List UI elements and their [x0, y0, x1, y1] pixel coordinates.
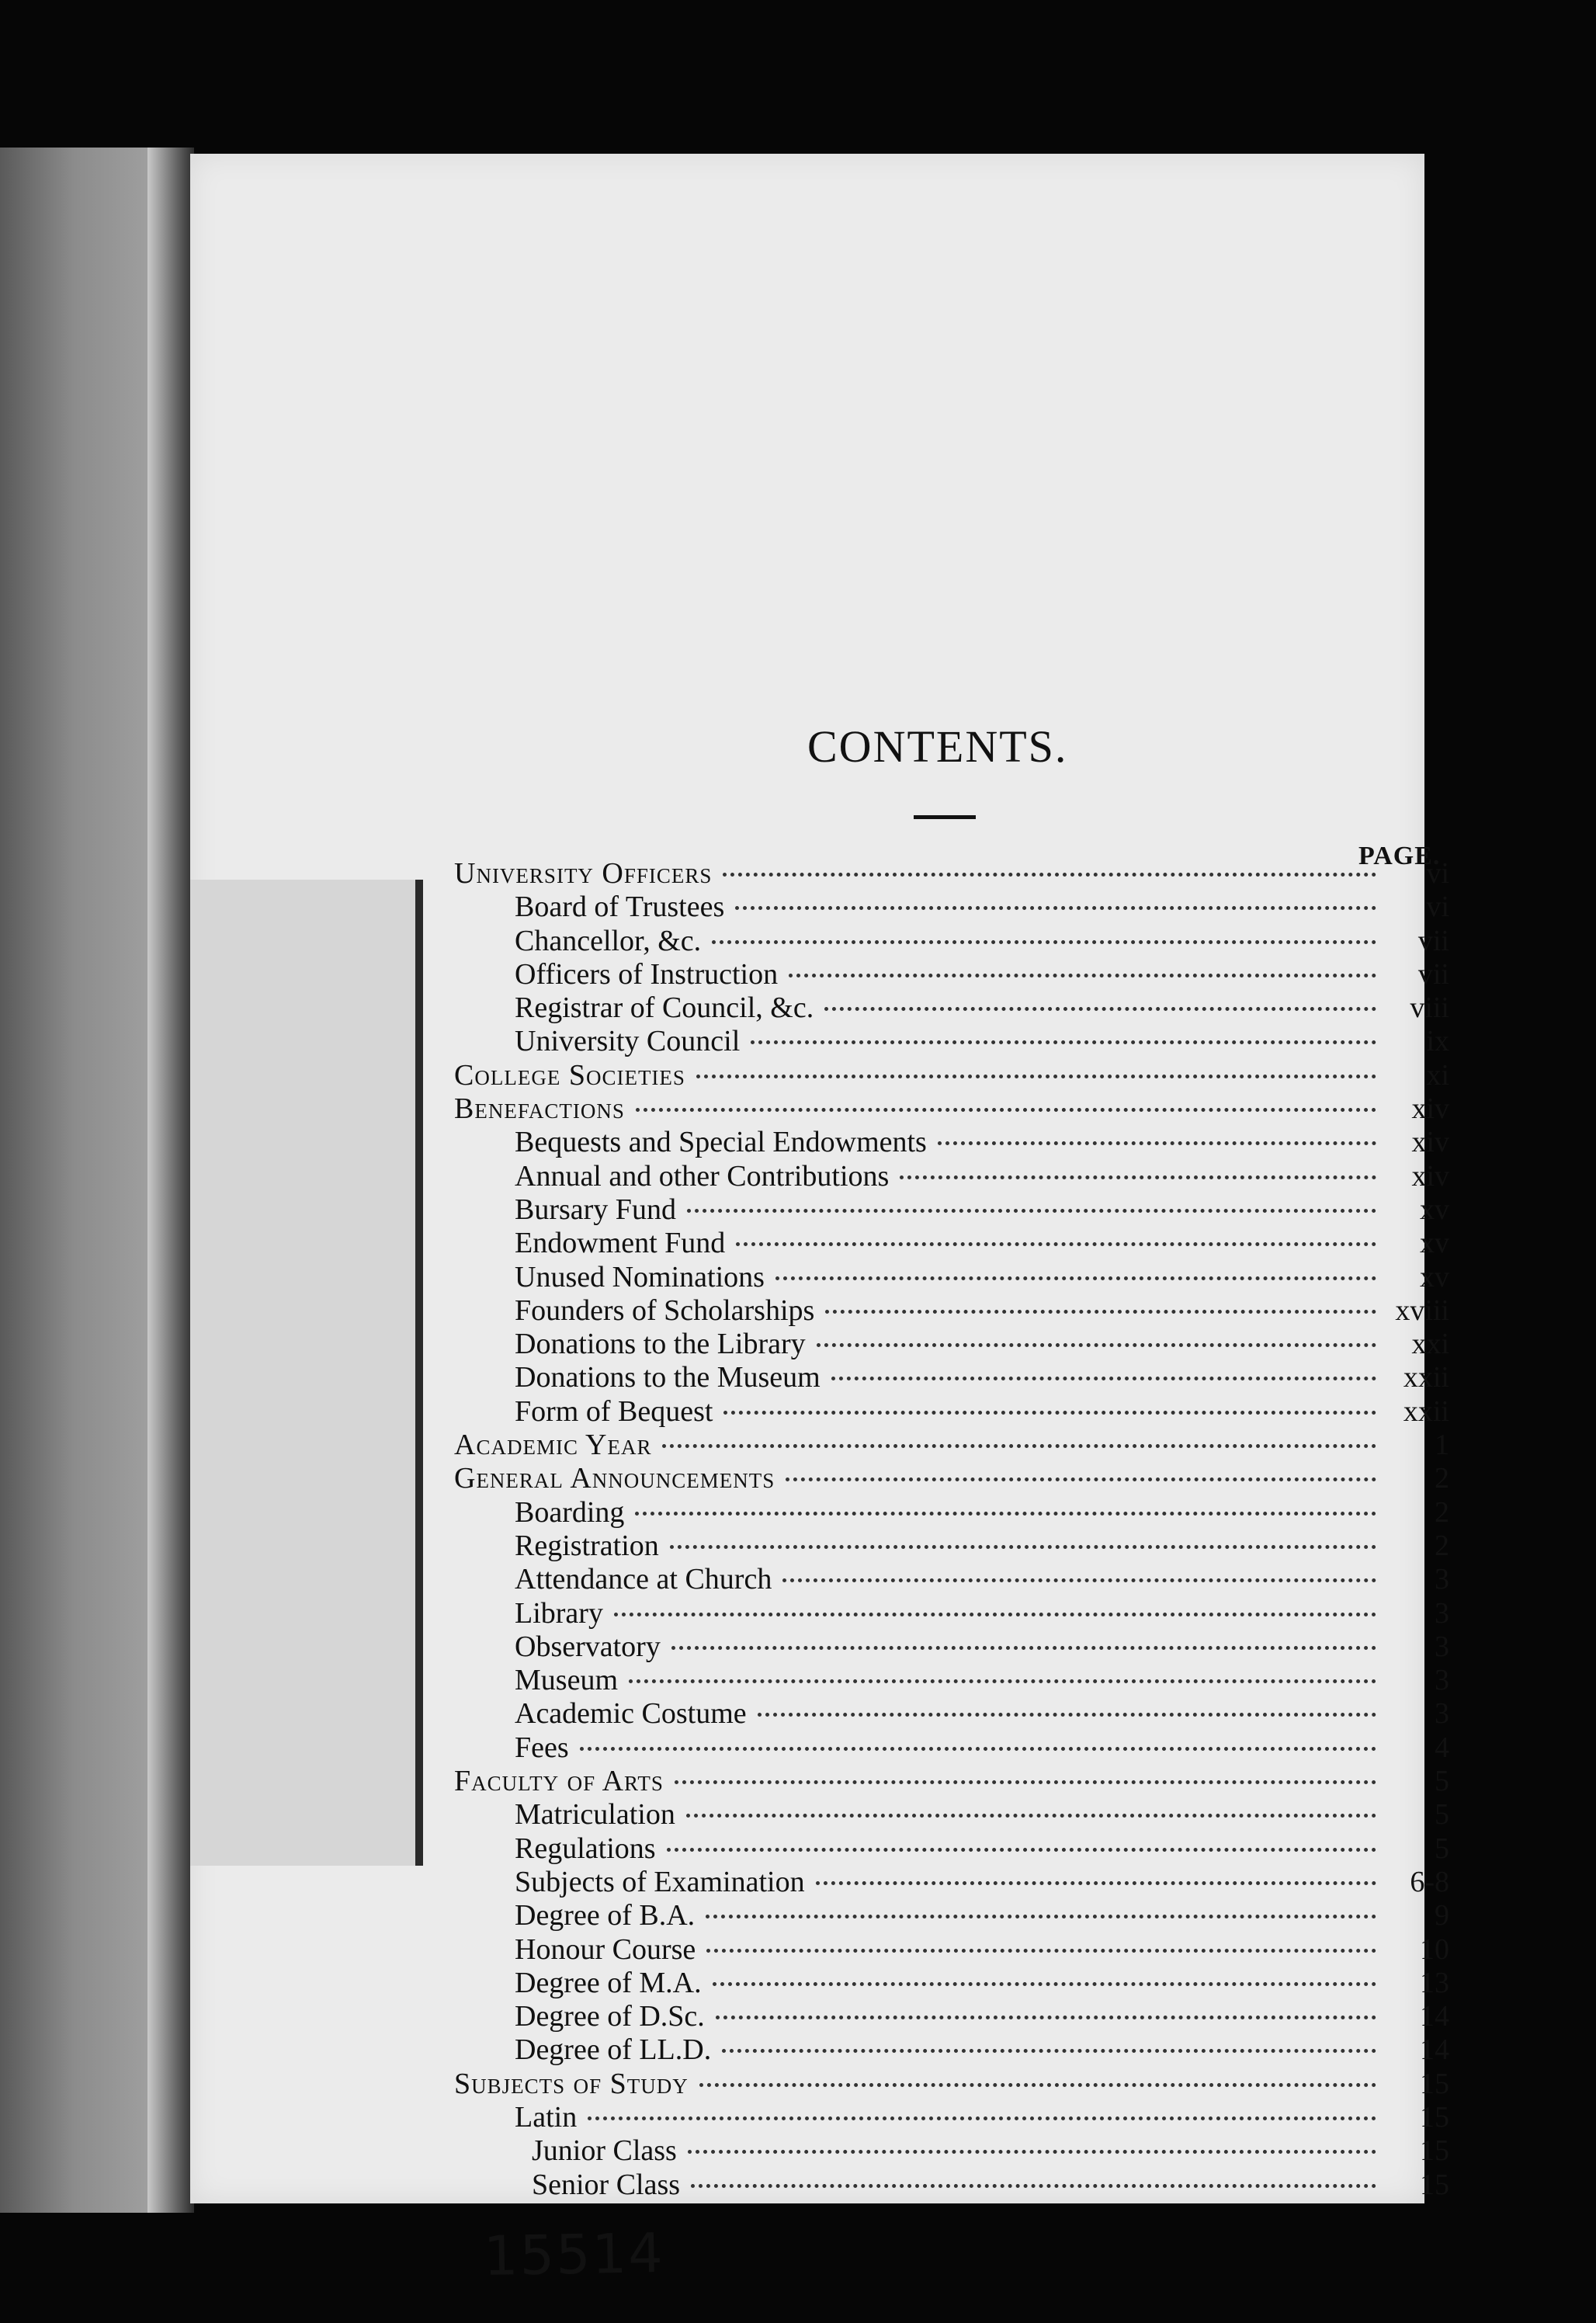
- toc-entry-page: xiv: [1411, 1159, 1449, 1193]
- toc-entry: [431, 1999, 1449, 2033]
- dot-leader: [716, 2016, 1376, 2019]
- folded-insert: [190, 880, 423, 1866]
- dot-leader: [691, 2184, 1376, 2188]
- toc-entry: [431, 1966, 1449, 1999]
- dot-leader: [723, 873, 1376, 877]
- toc-entry-label: Unused Nominations: [515, 1260, 765, 1293]
- dot-leader: [758, 1713, 1376, 1717]
- toc-entry-label: Subjects of Study: [454, 2067, 689, 2100]
- toc-entry: [431, 1898, 1449, 1932]
- toc-entry-label: College Societies: [454, 1058, 685, 1092]
- toc-entry-label: University Council: [515, 1025, 741, 1058]
- toc-entry-label: Museum: [515, 1664, 618, 1697]
- toc-entry-page: 15: [1420, 2168, 1449, 2201]
- toc-entry-page: xiv: [1411, 1092, 1449, 1126]
- toc-entry-label: Endowment Fund: [515, 1227, 726, 1260]
- toc-entry: [431, 1024, 1449, 1057]
- dot-leader: [614, 1613, 1376, 1616]
- toc-entry-page: xxii: [1403, 1394, 1449, 1428]
- page-title: CONTENTS.: [807, 721, 1068, 772]
- toc-entry: [431, 1865, 1449, 1898]
- toc-entry: [431, 1394, 1449, 1428]
- dot-leader: [706, 1949, 1376, 1953]
- toc-entry-page: 2: [1435, 1462, 1449, 1495]
- toc-entry-page: 2: [1435, 1495, 1449, 1529]
- dot-leader: [688, 2150, 1376, 2154]
- dot-leader: [675, 1780, 1376, 1784]
- toc-entry-label: Officers of Instruction: [515, 957, 779, 991]
- dot-leader: [816, 1881, 1376, 1885]
- toc-entry: [431, 856, 1449, 890]
- toc-entry-label: Latin: [515, 2100, 578, 2134]
- toc-entry-label: Senior Class: [532, 2168, 681, 2201]
- toc-entry: [431, 1495, 1449, 1529]
- dot-leader: [789, 974, 1376, 977]
- dot-leader: [667, 1848, 1376, 1852]
- toc-entry: [431, 1293, 1449, 1327]
- dot-leader: [782, 1578, 1376, 1582]
- toc-entry-label: Donations to the Museum: [515, 1361, 821, 1394]
- toc-entry: [431, 1092, 1449, 1125]
- toc-entry-page: xv: [1420, 1193, 1449, 1226]
- dot-leader: [580, 1747, 1376, 1751]
- dot-leader: [635, 1512, 1376, 1516]
- toc-entry-label: Degree of B.A.: [515, 1899, 696, 1932]
- toc-entry: [431, 1696, 1449, 1730]
- toc-entry-label: Regulations: [515, 1832, 656, 1865]
- toc-entry-page: xi: [1426, 1058, 1449, 1092]
- toc-entry-label: Library: [515, 1596, 603, 1630]
- dot-leader: [671, 1646, 1376, 1650]
- toc-entry-label: Boarding: [515, 1495, 625, 1529]
- toc-entry: [431, 1058, 1449, 1092]
- toc-entry: [431, 991, 1449, 1024]
- toc-entry: [431, 1461, 1449, 1495]
- toc-entry: [431, 1562, 1449, 1596]
- toc-entry-label: Honour Course: [515, 1932, 696, 1966]
- toc-entry: [431, 924, 1449, 957]
- toc-entry-page: vii: [1417, 924, 1449, 957]
- toc-entry: [431, 1832, 1449, 1865]
- dot-leader: [706, 1915, 1376, 1918]
- dot-leader: [588, 2116, 1376, 2120]
- toc-entry-label: Matriculation: [515, 1798, 675, 1832]
- dot-leader: [629, 1679, 1376, 1683]
- toc-entry: [431, 1327, 1449, 1360]
- toc-entry-label: Registrar of Council, &c.: [515, 991, 814, 1025]
- dot-leader: [670, 1545, 1376, 1549]
- toc-entry-label: Observatory: [515, 1630, 661, 1663]
- handwritten-accession-number: 15514: [483, 2221, 665, 2289]
- toc-entry-label: Bequests and Special Endowments: [515, 1126, 927, 1159]
- toc-entry: [431, 2067, 1449, 2100]
- toc-entry: [431, 1731, 1449, 1764]
- toc-entry-page: 13: [1420, 1966, 1449, 1999]
- title-rule: [914, 815, 976, 819]
- toc-entry-label: Annual and other Contributions: [515, 1159, 890, 1193]
- toc-entry: [431, 1797, 1449, 1831]
- dot-leader: [723, 1411, 1376, 1415]
- toc-entry-page: 3: [1435, 1563, 1449, 1596]
- toc-entry: [431, 890, 1449, 923]
- toc-entry-label: Academic Year: [454, 1429, 652, 1462]
- toc-entry: [431, 1226, 1449, 1259]
- toc-entry-label: University Officers: [454, 857, 713, 890]
- toc-entry-page: 14: [1420, 2033, 1449, 2067]
- toc-entry-page: 5: [1435, 1798, 1449, 1832]
- dot-leader: [636, 1108, 1376, 1112]
- toc-entry-page: 4: [1435, 1731, 1449, 1764]
- dot-leader: [817, 1343, 1376, 1347]
- toc-entry-label: General Announcements: [454, 1462, 775, 1495]
- dot-leader: [735, 906, 1376, 910]
- toc-entry-page: 5: [1435, 1765, 1449, 1798]
- toc-entry-label: Degree of M.A.: [515, 1966, 702, 1999]
- dot-leader: [722, 2049, 1376, 2053]
- toc-entry-page: vii: [1417, 957, 1449, 991]
- dot-leader: [900, 1175, 1376, 1179]
- toc-entry-label: Attendance at Church: [515, 1563, 772, 1596]
- toc-entry-page: 1: [1435, 1429, 1449, 1462]
- toc-entry-page: vi: [1426, 857, 1449, 890]
- toc-entry-page: 14: [1420, 2000, 1449, 2033]
- toc-entry-page: 3: [1435, 1697, 1449, 1731]
- dot-leader: [736, 1242, 1376, 1246]
- dot-leader: [687, 1209, 1376, 1213]
- toc-entry-page: vi: [1426, 891, 1449, 924]
- toc-entry: [431, 1159, 1449, 1193]
- dot-leader: [712, 940, 1376, 944]
- dot-leader: [751, 1040, 1376, 1044]
- toc-entry-page: 6-8: [1410, 1865, 1449, 1898]
- toc-entry-page: 3: [1435, 1596, 1449, 1630]
- toc-entry-label: Faculty of Arts: [454, 1765, 664, 1798]
- toc-entry-page: xviii: [1395, 1293, 1449, 1327]
- toc-entry: [431, 1428, 1449, 1461]
- dot-leader: [699, 2083, 1376, 2087]
- toc-entry-label: Academic Costume: [515, 1697, 747, 1731]
- toc-entry: [431, 1529, 1449, 1562]
- toc-entry-page: 5: [1435, 1832, 1449, 1865]
- dot-leader: [938, 1141, 1376, 1145]
- table-of-contents: [431, 856, 1449, 2201]
- toc-entry: [431, 2134, 1449, 2167]
- toc-entry: [431, 1596, 1449, 1630]
- toc-entry: [431, 1360, 1449, 1394]
- toc-entry-label: Form of Bequest: [515, 1394, 713, 1428]
- toc-entry-label: Bursary Fund: [515, 1193, 676, 1226]
- toc-entry-label: Junior Class: [532, 2134, 677, 2168]
- dot-leader: [775, 1276, 1376, 1280]
- toc-entry-page: xv: [1420, 1260, 1449, 1293]
- dot-leader: [825, 1310, 1376, 1314]
- toc-entry-page: xxi: [1411, 1328, 1449, 1361]
- toc-entry-page: 15: [1420, 2067, 1449, 2100]
- toc-entry-page: 9: [1435, 1899, 1449, 1932]
- toc-entry-label: Board of Trustees: [515, 891, 725, 924]
- toc-entry-label: Fees: [515, 1731, 569, 1764]
- toc-entry: [431, 1193, 1449, 1226]
- toc-entry: [431, 2033, 1449, 2066]
- toc-entry: [431, 1764, 1449, 1797]
- dot-leader: [786, 1477, 1376, 1481]
- dot-leader: [696, 1075, 1376, 1078]
- toc-entry-page: 2: [1435, 1529, 1449, 1562]
- toc-entry: [431, 1260, 1449, 1293]
- toc-entry: [431, 1125, 1449, 1158]
- toc-entry: [431, 1663, 1449, 1696]
- toc-entry: [431, 1932, 1449, 1966]
- toc-entry-label: Chancellor, &c.: [515, 924, 702, 957]
- dot-leader: [686, 1814, 1376, 1818]
- contents-page: [190, 154, 1449, 2289]
- toc-entry-label: Founders of Scholarships: [515, 1293, 815, 1327]
- toc-entry-label: Degree of D.Sc.: [515, 2000, 705, 2033]
- dot-leader: [662, 1444, 1376, 1448]
- toc-entry-page: xiv: [1411, 1126, 1449, 1159]
- toc-entry-label: Registration: [515, 1529, 659, 1562]
- toc-entry-page: 3: [1435, 1664, 1449, 1697]
- dot-leader: [713, 1982, 1376, 1986]
- toc-entry-page: 15: [1420, 2100, 1449, 2134]
- book-spine: [147, 148, 194, 2213]
- toc-entry-label: Subjects of Examination: [515, 1865, 805, 1898]
- toc-entry-label: Benefactions: [454, 1092, 625, 1126]
- toc-entry-page: 3: [1435, 1630, 1449, 1663]
- toc-entry: [431, 957, 1449, 991]
- toc-entry-page: xv: [1420, 1227, 1449, 1260]
- toc-entry-label: Donations to the Library: [515, 1328, 806, 1361]
- dot-leader: [831, 1377, 1376, 1380]
- toc-entry: [431, 2168, 1449, 2201]
- toc-entry-page: xxii: [1403, 1361, 1449, 1394]
- toc-entry: [431, 2100, 1449, 2134]
- toc-entry: [431, 1630, 1449, 1663]
- toc-entry-page: viii: [1410, 991, 1449, 1025]
- toc-entry-page: 10: [1420, 1932, 1449, 1966]
- toc-entry-page: 15: [1420, 2134, 1449, 2168]
- toc-entry-label: Degree of LL.D.: [515, 2033, 712, 2067]
- dot-leader: [824, 1007, 1376, 1011]
- page-column-header: PAGE.: [1358, 842, 1441, 870]
- toc-entry-page: ix: [1426, 1025, 1449, 1058]
